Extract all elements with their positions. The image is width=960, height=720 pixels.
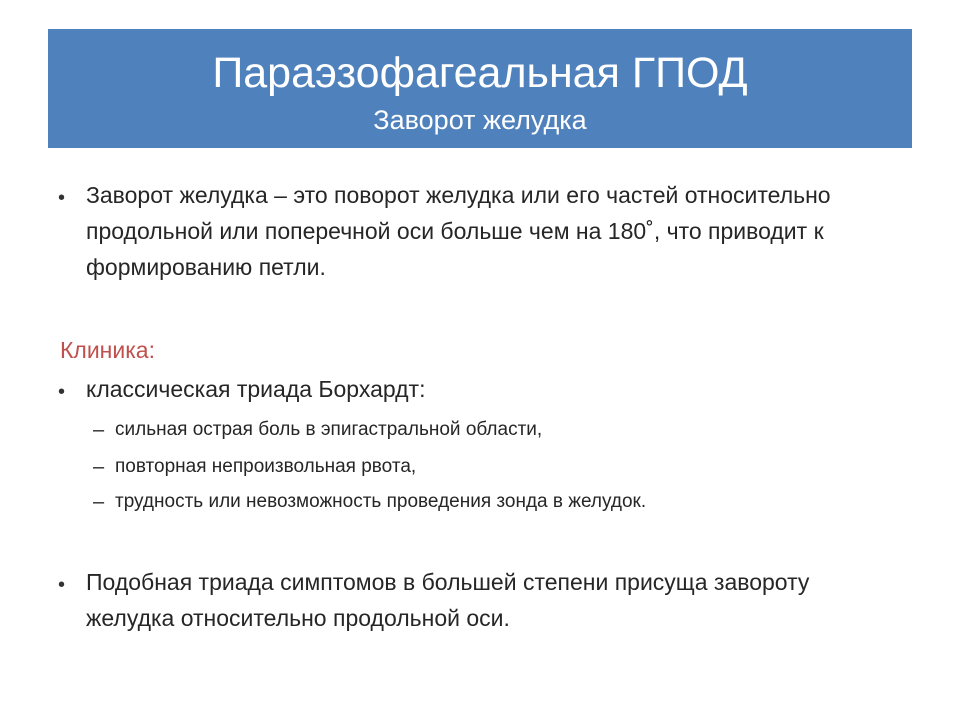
slide-subtitle: Заворот желудка xyxy=(373,105,587,135)
dash-marker: – xyxy=(93,419,105,441)
triad-item-pain: сильная острая боль в эпигастральной области, xyxy=(115,419,543,440)
triad-title: классическая триада Борхардт: xyxy=(86,376,426,402)
slide-title: Параэзофагеальная ГПОД xyxy=(212,49,748,97)
dash-marker: – xyxy=(93,456,105,478)
bullet-marker: • xyxy=(58,574,66,596)
triad-item-probe: трудность или невозможность проведения зонда в желудок. xyxy=(115,491,647,512)
definition-text: Заворот желудка – это поворот желудка или его частей относительно продольной или поперечной оси больше чем на 180˚, что приводит к формированию петли. xyxy=(86,182,831,280)
bullet-marker: • xyxy=(58,381,66,403)
note-text: Подобная триада симптомов в большей степени присуща завороту желудка относительно продольной оси. xyxy=(86,569,810,631)
clinic-heading: Клиника: xyxy=(60,337,155,363)
bullet-marker: • xyxy=(58,187,66,209)
triad-item-vomiting: повторная непроизвольная рвота, xyxy=(115,456,417,477)
dash-marker: – xyxy=(93,491,105,513)
